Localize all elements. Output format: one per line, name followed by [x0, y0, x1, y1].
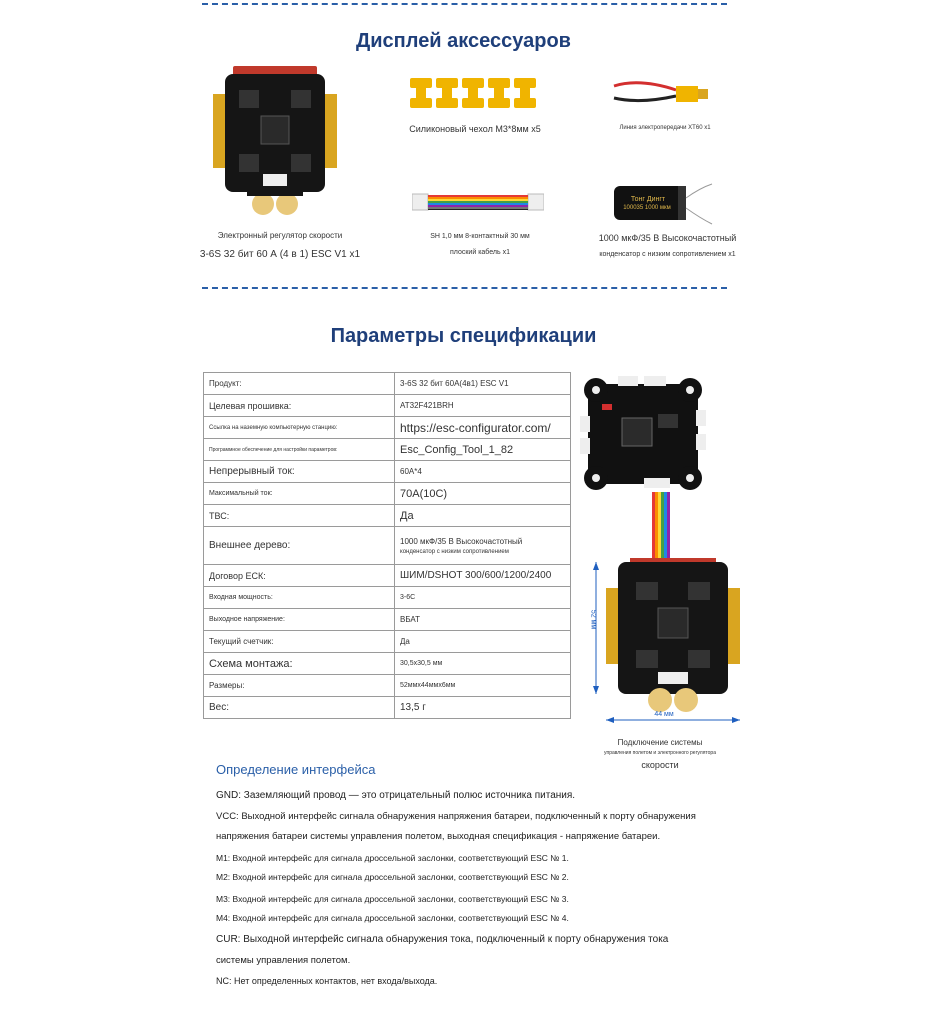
spec-value: 1000 мкФ/35 В Высокочастотный — [400, 536, 523, 546]
spec-value: 70A(10C) — [395, 483, 571, 505]
dimension-height-label: 52 мм — [589, 609, 597, 630]
spec-key: Непрерывный ток: — [204, 461, 395, 483]
silicone-grommets-image — [410, 78, 540, 112]
interface-line: GND: Заземляющий провод — это отрицательный полюс источника питания. — [216, 790, 576, 801]
table-row — [204, 505, 571, 527]
interface-line: M3: Входной интерфейс для сигнала дроссельной заслонки, соответствующий ESC № 3. — [216, 894, 569, 904]
table-row — [204, 631, 571, 653]
accessories-bottom-divider — [202, 287, 727, 289]
table-row — [204, 461, 571, 483]
interface-line: VCC: Выходной интерфейс сигнала обнаружения напряжения батареи, подключенный к порту обнаружения — [216, 811, 696, 822]
spec-value: Да — [395, 631, 571, 653]
table-row — [204, 439, 571, 461]
esc-dimensions-diagram — [584, 552, 740, 728]
spec-key: Договор ЕСК: — [204, 565, 395, 587]
spec-value: 30,5х30,5 мм — [395, 653, 571, 675]
flight-controller-image — [578, 374, 718, 494]
esc-board-image — [205, 66, 345, 216]
accessories-title: Дисплей аксессуаров — [356, 30, 571, 52]
spec-value-line-2: конденсатор с низким сопротивлением — [400, 548, 509, 555]
spec-key: Вес: — [204, 697, 395, 719]
capacitor-caption-1: 1000 мкФ/35 В Высокочастотный — [598, 233, 737, 243]
interface-line: M2: Входной интерфейс для сигнала дроссельной заслонки, соответствующий ESC № 2. — [216, 872, 569, 882]
spec-key: Ссылка на наземную компьютерную станцию: — [204, 417, 395, 439]
spec-value-cell — [395, 527, 571, 565]
table-row — [204, 373, 571, 395]
diagram-caption-3: скорости — [641, 760, 679, 770]
table-row — [204, 483, 571, 505]
sh-flat-cable-image — [412, 186, 544, 218]
dimension-width-label: 44 мм — [654, 711, 674, 718]
spec-value: Да — [395, 505, 571, 527]
spec-value: Esc_Config_Tool_1_82 — [395, 439, 571, 461]
interface-line: M1: Входной интерфейс для сигнала дроссельной заслонки, соответствующий ESC № 1. — [216, 853, 569, 863]
connection-cable-image — [650, 492, 672, 558]
esc-caption-1: Электронный регулятор скорости — [217, 231, 343, 240]
table-row — [204, 527, 571, 565]
spec-key: Максимальный ток: — [204, 483, 395, 505]
spec-key: Программное обеспечение для настройки параметров: — [204, 439, 395, 461]
interface-title: Определение интерфейса — [216, 762, 376, 777]
table-row — [204, 697, 571, 719]
capacitor-caption-2: конденсатор с низким сопротивлением x1 — [599, 251, 736, 258]
specs-table — [203, 372, 571, 719]
cable-caption-1: SH 1,0 мм 8-контактный 30 мм — [430, 233, 530, 240]
cable-caption-2: плоский кабель x1 — [450, 249, 510, 256]
spec-key: Размеры: — [204, 675, 395, 697]
table-row — [204, 587, 571, 609]
interface-line: напряжения батареи системы управления полетом, выходная спецификация - напряжение батареи. — [216, 831, 661, 842]
spec-value: 3-6С — [395, 587, 571, 609]
spec-key: Выходное напряжение: — [204, 609, 395, 631]
top-divider — [202, 3, 727, 5]
power-line-caption: Линия электропередачи XT60 x1 — [619, 125, 711, 131]
esc-caption-2: 3-6S 32 бит 60 А (4 в 1) ESC V1 x1 — [199, 249, 361, 260]
spec-key: ТВС: — [204, 505, 395, 527]
specs-title: Параметры спецификации — [330, 325, 597, 347]
spec-key: Продукт: — [204, 373, 395, 395]
capacitor-label-1: Тонг Дингт — [630, 196, 666, 203]
xt60-power-line-image — [610, 78, 720, 112]
diagram-caption-2: управления полетом и электронного регулятора — [604, 750, 716, 756]
spec-value: AT32F421BRH — [395, 395, 571, 417]
diagram-caption-1: Подключение системы — [617, 738, 703, 747]
spec-key: Входная мощность: — [204, 587, 395, 609]
spec-key: Внешнее дерево: — [204, 527, 395, 565]
capacitor-label-2: 100035 1000 мкм — [623, 205, 671, 211]
capacitor-image — [612, 182, 716, 226]
spec-value: 52ммх44ммх6мм — [395, 675, 571, 697]
spec-key: Схема монтажа: — [204, 653, 395, 675]
table-row — [204, 653, 571, 675]
spec-value: ШИМ/DSHOT 300/600/1200/2400 — [395, 565, 571, 587]
spec-key: Текущий счетчик: — [204, 631, 395, 653]
table-row — [204, 565, 571, 587]
spec-value: 60A*4 — [395, 461, 571, 483]
silicone-caption: Силиконовый чехол M3*8мм x5 — [409, 124, 541, 134]
table-row — [204, 417, 571, 439]
interface-line: системы управления полетом. — [216, 955, 351, 966]
interface-line: NC: Нет определенных контактов, нет входа/выхода. — [216, 976, 438, 986]
spec-value: ВБАТ — [395, 609, 571, 631]
table-row — [204, 609, 571, 631]
interface-line: M4: Входной интерфейс для сигнала дроссельной заслонки, соответствующий ESC № 4. — [216, 913, 569, 923]
spec-value: 3-6S 32 бит 60A(4в1) ESC V1 — [395, 373, 571, 395]
spec-value: 13,5 г — [395, 697, 571, 719]
table-row — [204, 675, 571, 697]
spec-key: Целевая прошивка: — [204, 395, 395, 417]
interface-line: CUR: Выходной интерфейс сигнала обнаружения тока, подключенный к порту обнаружения тока — [216, 934, 669, 945]
spec-value: https://esc-configurator.com/ — [395, 417, 571, 439]
table-row — [204, 395, 571, 417]
